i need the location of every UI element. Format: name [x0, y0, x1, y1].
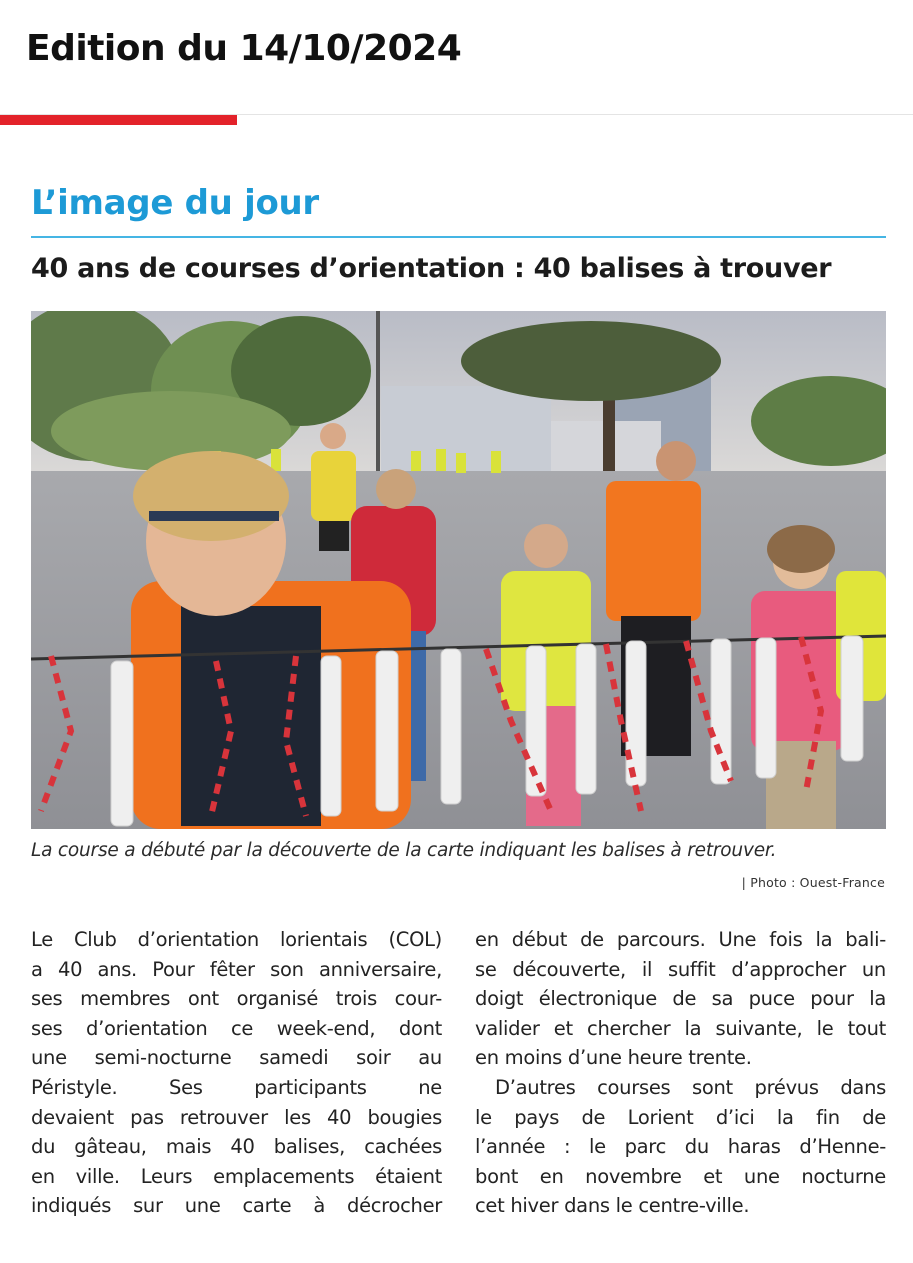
body-line: bont en novembre et une nocturne [475, 1164, 886, 1188]
article-body-right-column [475, 925, 886, 1221]
body-line: en début de parcours. Une fois la bali- [475, 928, 886, 951]
photo-credit: | Photo : Ouest-France [741, 875, 885, 890]
body-line: a 40 ans. Pour fêter son anniversaire, [31, 957, 442, 981]
body-line: une semi-nocturne samedi soir au [31, 1046, 442, 1070]
body-line: Le Club d’orientation lorientais (COL) [31, 928, 442, 951]
body-line: en moins d’une heure trente. [475, 1046, 752, 1070]
body-line: en ville. Leurs emplacements étaient [31, 1164, 442, 1188]
edition-date: Edition du 14/10/2024 [26, 28, 462, 69]
section-divider [31, 236, 886, 238]
body-line: indiqués sur une carte à décrocher [31, 1194, 442, 1218]
article-headline: 40 ans de courses d’orientation : 40 balises à trouver [31, 253, 832, 284]
body-line: le pays de Lorient d’ici la fin de [475, 1105, 886, 1129]
article-photo [31, 311, 886, 829]
body-line: l’année : le parc du haras d’Henne- [475, 1135, 886, 1159]
section-title: L’image du jour [31, 183, 319, 223]
photo-caption: La course a débuté par la découverte de la carte indiquant les balises à retrouver. [31, 840, 777, 861]
body-line: ses membres ont organisé trois cour- [31, 987, 442, 1011]
body-line: se découverte, il suffit d’approcher un [475, 957, 886, 981]
article-body-left-column [31, 925, 442, 1221]
accent-bar [0, 115, 237, 125]
body-line: cet hiver dans le centre-ville. [475, 1194, 750, 1218]
body-line: Péristyle. Ses participants ne [31, 1075, 442, 1099]
body-line: ses d’orientation ce week-end, dont [31, 1016, 442, 1040]
body-line: valider et chercher la suivante, le tout [475, 1016, 886, 1040]
body-line: du gâteau, mais 40 balises, cachées [31, 1135, 442, 1159]
body-line: devaient pas retrouver les 40 bougies [31, 1105, 442, 1129]
body-line: doigt électronique de sa puce pour la [475, 987, 886, 1011]
body-line: D’autres courses sont prévus dans [495, 1075, 886, 1099]
